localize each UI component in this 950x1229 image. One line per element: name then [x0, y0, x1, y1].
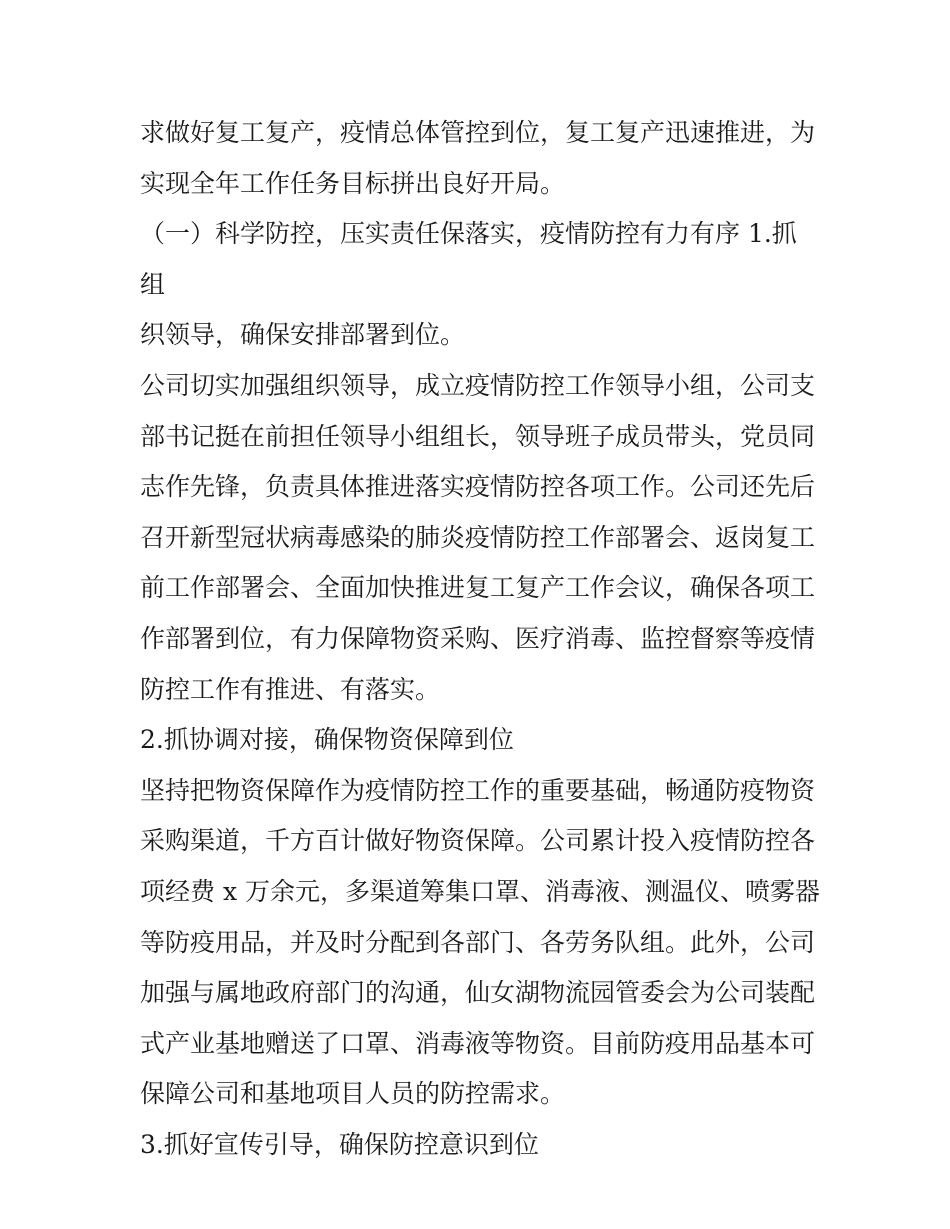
section-heading-scientific-prevention: （一）科学防控，压实责任保落实，疫情防控有力有序 1.抓组 织领导，确保安排部署到位。 [140, 219, 797, 350]
paragraph-intro-continuation: 求做好复工复产，疫情总体管控到位，复工复产迅速推进，为 实现全年工作任务目标拼出良好开局。 [140, 118, 816, 198]
subheading-coordination: 2.抓协调对接，确保物资保障到位 [140, 725, 514, 755]
document-body [140, 108, 820, 1170]
paragraph-material-supply: 坚持把物资保障作为疫情防控工作的重要基础，畅通防疫物资 采购渠道，千方百计做好物资保障。公司累计投入疫情防控各 项经费 x 万余元，多渠道筹集口罩、消毒液、测温仪、喷雾器 等防疫用品，并及时分配到各部门、各劳务队组。此外，公司 加强与属地政府部门的沟通，仙女湖物流园管委会为公司装配 式产业基地赠送了口罩、消毒液等物资。目前防疫用品基本可 保障公司和基地项目人员的防控需求。 [140, 775, 820, 1109]
paragraph-organization-leadership: 公司切实加强组织领导，成立疫情防控工作领导小组，公司支 部书记挺在前担任领导小组组长，领导班子成员带头，党员同 志作先锋，负责具体推进落实疫情防控各项工作。公司还先后 召开新型冠状病毒感染的肺炎疫情防控工作部署会、返岗复工 前工作部署会、全面加快推进复工复产工作会议，确保各项工 作部署到位，有力保障物资采购、医疗消毒、监控督察等疫情 防控工作有推进、有落实。 [140, 370, 816, 704]
subheading-publicity-guidance: 3.抓好宣传引导，确保防控意识到位 [140, 1129, 539, 1159]
